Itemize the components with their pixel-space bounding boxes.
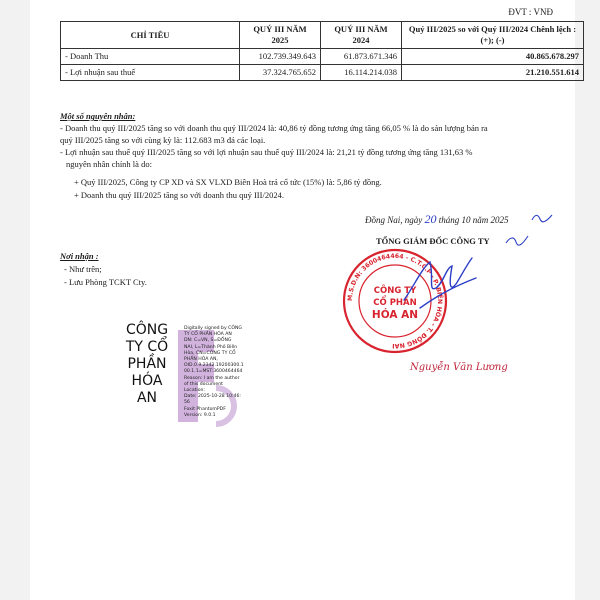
signature-detail-line: NAI, L=Thành Phố Biên [184,344,238,350]
signature-detail-line: 56 [184,400,190,406]
digital-company-line: TY CỔ [125,339,169,355]
row-value-2024: 61.873.671.346 [321,49,402,65]
signature-detail-line: Hòa, CN=CÔNG TY CỔ [184,350,236,356]
row-value-2025: 102.739.349.643 [240,49,321,65]
signature-detail-line: PHẦN HÓA AN, [184,357,218,363]
signer-name: Nguyễn Văn Lương [410,362,508,373]
signature-detail-line: of this document [184,381,223,387]
document-page [30,0,579,600]
row-value-2024: 16.114.214.038 [321,65,402,81]
header-q3-2024: QUÝ III NĂM 2024 [321,22,402,49]
initial-mark-icon [504,234,530,246]
handwritten-signature [400,248,480,318]
signature-detail-line: OID.0.9.2342.19200300.1 [184,363,244,369]
place-prefix: Đồng Nai, ngày [365,215,423,225]
signer-title: TỔNG GIÁM ĐỐC CÔNG TY [376,236,490,246]
recipient-item: - Lưu Phòng TCKT Cty. [64,277,147,287]
reasons-heading: Một số nguyên nhân: [60,111,136,121]
signature-place-date [365,212,509,227]
table-row [61,49,584,65]
stamp-line2: CỔ PHẦN [373,298,417,308]
stamp-line3: HÓA AN [371,309,419,321]
reason-revenue-line2: quý III/2025 tăng so với cùng kỳ là: 112.683 m3 đá các loại. [60,135,266,145]
signature-detail-line: Reason: I am the author [184,375,240,381]
signature-detail-line: Digitally signed by CÔNG [184,326,242,331]
signature-detail-line: TY CỔ PHẦN HÓA AN [184,332,232,338]
signature-detail-line: Date: 2025-10-28 10:46: [184,394,241,400]
digital-company-line: HÓA [131,373,163,389]
signature-detail-line: Version: 9.0.1 [184,412,216,418]
signature-detail-line: 00.1.1=MST:3600464464 [184,369,243,375]
signature-detail-line: Foxit PhantomPDF [184,406,226,412]
row-difference: 21.210.551.614 [402,65,584,81]
signature-detail-line: Location: [184,388,205,394]
summary-table [60,21,584,81]
digital-signature-block [110,320,290,430]
table-row [61,65,584,81]
reason-sub2: + Doanh thu quý III/2025 tăng so với doanh thu quý III/2024. [74,190,284,200]
signature-day: 20 [424,212,437,226]
signature-detail-line: DN: C=VN, S=ĐỒNG [184,338,232,344]
digital-company-line: CÔNG [125,322,169,338]
reason-profit-line1: - Lợi nhuận sau thuế quý III/2025 tăng so với lợi nhuận sau thuế quý III/2024 là: 21,21 tỷ đồng tương ứng tăng 131,63 % [60,147,473,157]
digital-company-line: AN [136,390,158,406]
row-value-2025: 37.324.765.652 [240,65,321,81]
digital-signature-details [184,326,294,419]
header-q3-2025: QUÝ III NĂM 2025 [240,22,321,49]
place-suffix: tháng 10 năm 2025 [438,215,509,225]
recipient-item: - Như trên; [64,264,102,274]
unit-label: ĐVT : VNĐ [508,7,553,17]
reason-revenue-line1: - Doanh thu quý III/2025 tăng so với doanh thu quý III/2024 là: 40,86 tỷ đồng tương ứng tăng 66,05 % là do sản lượng bán ra [60,123,488,133]
digital-company-line: PHẦN [127,356,167,372]
recipients-heading: Nơi nhận : [60,251,99,261]
row-label: - Lợi nhuận sau thuế [61,65,240,81]
initial-mark-icon [530,212,554,224]
reason-sub1: + Quý III/2025, Công ty CP XD và SX VLXD Biên Hoà trả cổ tức (15%) là: 5,86 tỷ đồng. [74,177,382,187]
row-difference: 40.865.678.297 [402,49,584,65]
row-label: - Doanh Thu [61,49,240,65]
reason-profit-line2: nguyên nhân chính là do: [66,159,152,169]
header-difference: Quý III/2025 so với Quý III/2024 Chênh lệch : (+); (-) [402,22,584,49]
header-indicator: CHỈ TIÊU [61,22,240,49]
stamp-line1: CÔNG TY [373,286,417,296]
digital-signer-company [114,322,180,407]
table-header-row [61,22,584,49]
stamp-ring-text: M.S.D.N: 3600464464 - C.T.C.P - P. BIÊN HÒA - T. ĐỒNG NAI [346,252,444,350]
